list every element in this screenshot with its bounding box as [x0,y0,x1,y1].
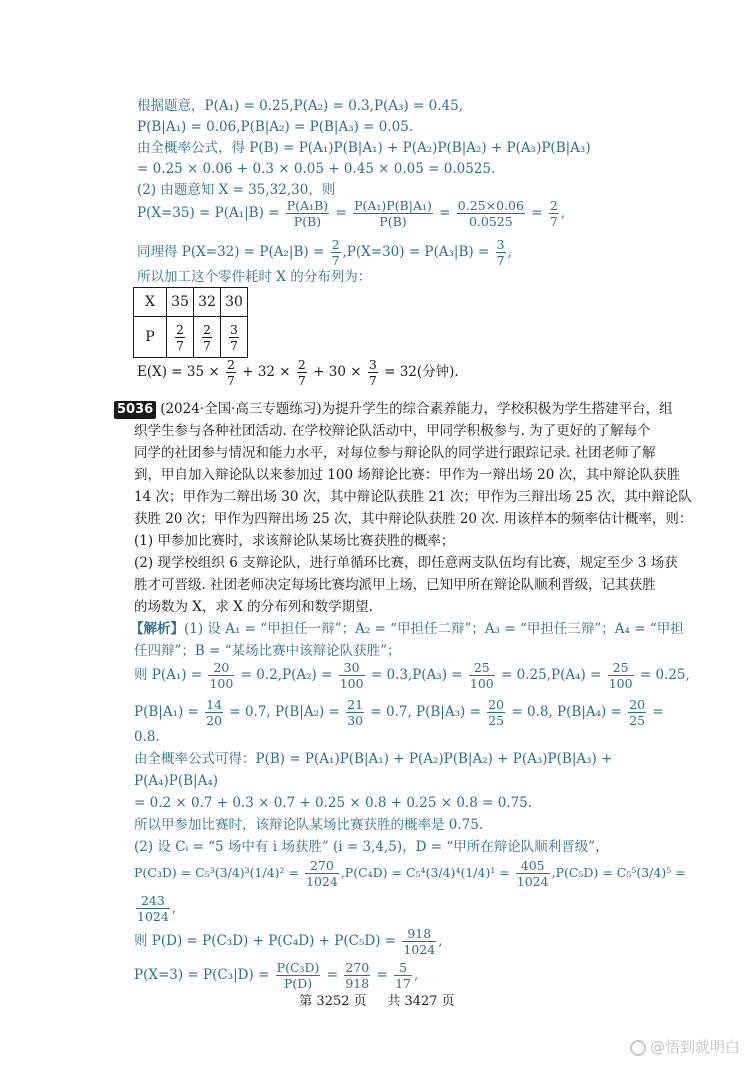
watermark: @悟到就明白 [630,1036,740,1057]
fraction: $\frac{\text{P(A₁B)}}{P(B)}$ [286,198,329,229]
solution-line: (2) 由题意知 X = 35,32,30，则 [137,182,336,198]
watermark-logo-icon [630,1040,646,1056]
solution-line: = 0.25 × 0.06 + 0.3 × 0.05 + 0.45 × 0.05 = 0.0525. [137,161,496,177]
fraction: $\frac{3}{7}$ [496,237,505,268]
distribution-table [133,287,248,358]
formula-pd: 则 P(D) = P(C₃D) + P(C₄D) + P(C₅D) = $\frac{918}{1024}$ , [134,926,443,957]
solution-line: 根据题意，P(A₁) = 0.25,P(A₂) = 0.3,P(A₃) = 0.45, [137,98,463,114]
table-header-p: P [134,317,167,358]
problem-line: (1) 甲参加比赛时，求该辩论队某场比赛获胜的概率； [134,533,455,549]
formula-px3: P(X=3) = P(C₃|D) = $\frac{\text{P(C₃D)}}{P(D)}$ = $\frac{270}{918}$ = $\frac{5}{17}$ , [134,960,419,991]
formula-px32-px30: 同理得 P(X=32) = P(A₂|B) = $\frac{2}{7}$ ,P(X=30) = P(A₃|B) = $\frac{3}{7}$ , [137,237,512,268]
expectation-formula: E(X) = 35 × $\frac{2}{7}$ + 32 × $\frac{2}{7}$ + 30 × $\frac{3}{7}$ = 32(分钟). [137,357,459,388]
fraction: $\frac{2}{7}$ [549,198,558,229]
formula-prior-probs: 则 P(A₁) = $\frac{20}{100}$ = 0.2,P(A₂) = $\frac{30}{100}$ = 0.3,P(A₃) = $\frac{25}{100}$ = 0.25,P(A₄) = $\frac{25}{100}$ = 0.25, [134,660,690,691]
problem-line: 14 次；甲作为二辩出场 30 次，其中辩论队获胜 21 次；甲作为三辩出场 25 次，其中辩论队 [134,489,692,505]
table-header-x: X [134,288,167,317]
table-cell: 30 [221,288,248,317]
problem-line: 5036 (2024·全国·高三专题练习)为提升学生的综合素养能力，学校积极为学生搭建平台，组 [114,400,673,419]
problem-line: (2) 现学校组织 6 支辩论队，进行单循环比赛，即任意两支队伍均有比赛，规定至少 3 场获 [134,555,678,571]
analysis-line: P(A₄)P(B|A₄) [134,773,219,789]
analysis-line: 所以甲参加比赛时，该辩论队某场比赛获胜的概率是 0.75. [134,817,484,833]
analysis-line: 【解析】(1) 设 A₁ = “甲担任一辩”；A₂ = “甲担任二辩”；A₃ = “甲担任三辩”；A₄ = “甲担 [130,621,684,637]
table-cell: $\frac{2}{7}$ [167,317,194,358]
analysis-line: 0.8. [134,729,160,745]
page-number: 第 3252 页 [299,994,367,1009]
fraction: $\frac{\text{P(A₁)P(B|A₁)}}{P(B)}$ [354,198,432,229]
problem-line: 织学生参与各种社团活动. 在学校辩论队活动中，甲同学积极参与. 为了更好的了解每个 [134,423,651,439]
problem-line: 获胜 20 次；甲作为四辩出场 25 次，其中辩论队获胜 20 次. 用该样本的频率估计概率，则： [134,511,693,527]
formula-fraction-243: $\frac{243}{1024}$ , [137,893,177,924]
solution-line: 由全概率公式，得 P(B) = P(A₁)P(B|A₁) + P(A₂)P(B|A₂) + P(A₃)P(B|A₃) [137,140,591,156]
problem-line: 的场数为 X，求 X 的分布列和数学期望. [134,599,373,615]
analysis-tag: 【解析】 [130,621,184,637]
problem-line: 到，甲自加入辩论队以来参加过 100 场辩论比赛：甲作为一辩出场 20 次，其中辩论队获胜 [134,467,681,483]
analysis-line: = 0.2 × 0.7 + 0.3 × 0.7 + 0.25 × 0.8 + 0.25 × 0.8 = 0.75. [134,795,533,811]
fraction: $\frac{0.25\times 0.06}{0.0525}$ [457,198,524,229]
analysis-line: (2) 设 Cᵢ = “5 场中有 i 场获胜” (i = 3,4,5)，D = “甲所在辩论队顺利晋级”， [134,839,609,855]
solution-line: 所以加工这个零件耗时 X 的分布列为： [137,269,372,285]
problem-line: 同学的社团参与情况和能力水平，对每位参与辩论队的同学进行跟踪记录. 社团老师了解 [134,445,656,461]
formula-px35: P(X=35) = P(A₁|B) = $\frac{\text{P(A₁B)}}{P(B)}$ = $\frac{\text{P(A₁)P(B|A₁)}}{P(B)}$ = $\frac{0.25\times 0.06}{0.0525}$ = $\frac{2}{7}$ , [137,198,566,229]
problem-line: 胜才可晋级. 社团老师决定每场比赛均派甲上场，已知甲所在辩论队顺利晋级，记其获胜 [134,577,656,593]
analysis-line: 由全概率公式可得：P(B) = P(A₁)P(B|A₁) + P(A₂)P(B|A₂) + P(A₃)P(B|A₃) + [134,751,613,767]
analysis-line: 任四辩”；B = “某场比赛中该辩论队获胜”； [134,643,401,659]
problem-number: 5036 [114,401,156,419]
table-cell: $\frac{3}{7}$ [221,317,248,358]
formula-binomial: P(C₃D) = C₅³(3/4)³(1/4)² = $\frac{270}{1024}$ ,P(C₄D) = C₅⁴(3/4)⁴(1/4)¹ = $\frac{405}{1024}$ ,P(C₅D) = C₅⁵(3/4)⁵ = [134,858,686,889]
fraction: $\frac{2}{7}$ [331,237,340,268]
page-footer [0,990,754,1009]
table-cell: $\frac{2}{7}$ [194,317,221,358]
solution-line: P(B|A₁) = 0.06,P(B|A₂) = P(B|A₃) = 0.05. [137,119,414,135]
total-pages: 共 3427 页 [387,994,455,1009]
table-cell: 32 [194,288,221,317]
formula-conditional-probs: P(B|A₁) = $\frac{14}{20}$ = 0.7, P(B|A₂) = $\frac{21}{30}$ = 0.7, P(B|A₃) = $\frac{20}{25}$ = 0.8, P(B|A₄) = $\frac{20}{25}$ = [134,697,664,728]
table-cell: 35 [167,288,194,317]
